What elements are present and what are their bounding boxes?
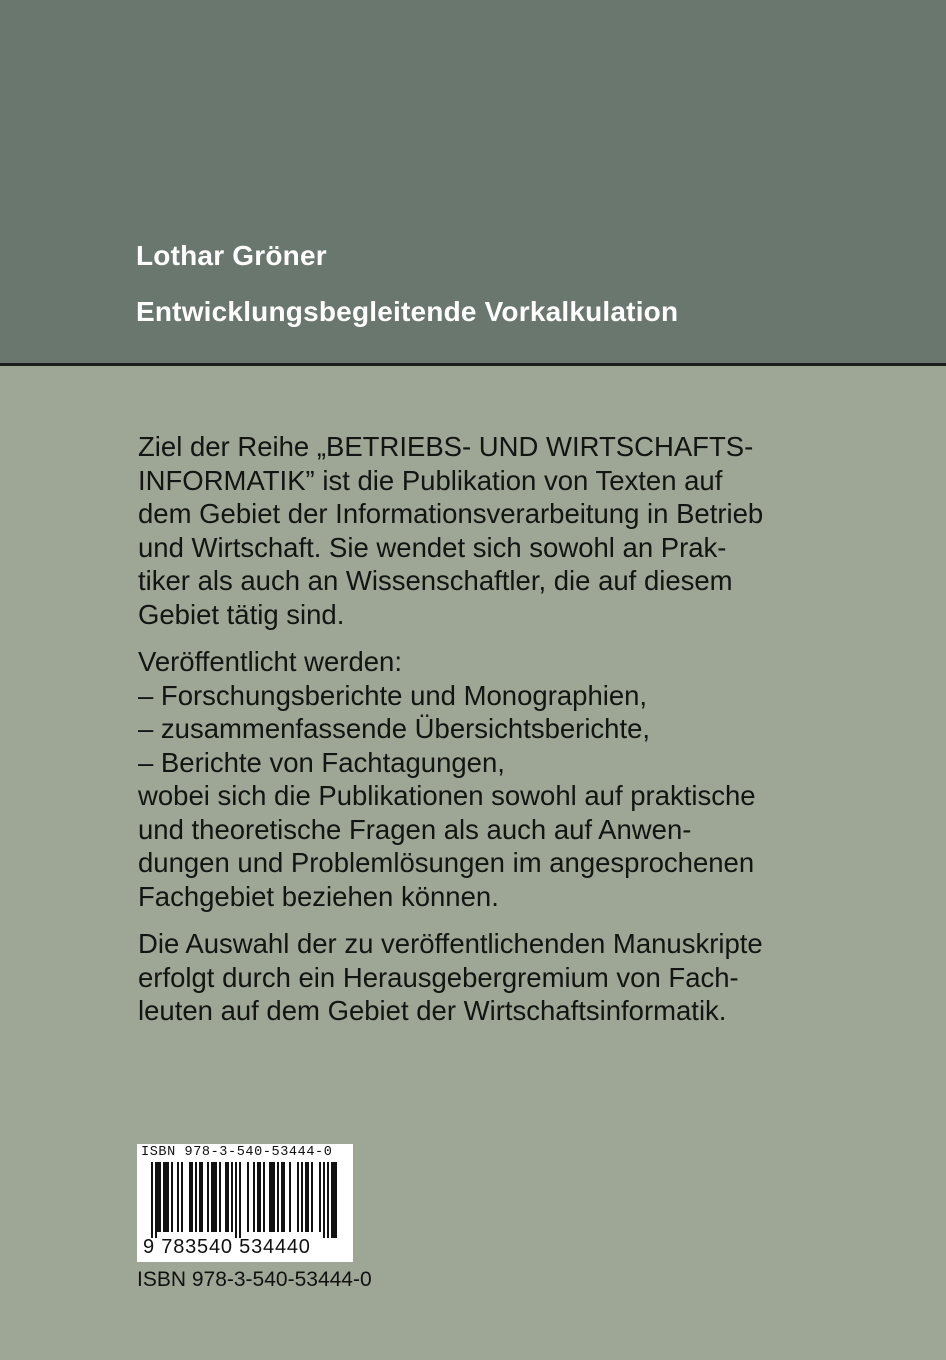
barcode-bar xyxy=(151,1162,153,1238)
barcode-bar xyxy=(155,1162,157,1238)
blurb-paragraph-2 xyxy=(138,645,838,913)
text-line: dungen und Problemlösungen im angesprochenen xyxy=(138,847,755,878)
text-line: Gebiet tätig sind. xyxy=(138,598,345,630)
barcode-bars xyxy=(151,1162,341,1238)
barcode-bar xyxy=(181,1162,183,1232)
barcode-bar xyxy=(263,1162,265,1232)
text-line: wobei sich die Publikationen sowohl auf praktische xyxy=(138,780,756,811)
blurb-paragraph-1 xyxy=(138,430,838,631)
barcode-bar xyxy=(171,1162,173,1232)
barcode-bar xyxy=(163,1162,169,1232)
barcode xyxy=(137,1144,353,1262)
text-line: Veröffentlicht werden: xyxy=(138,646,402,677)
barcode-bar xyxy=(281,1162,285,1232)
barcode-bar xyxy=(257,1162,261,1232)
barcode-bar xyxy=(207,1162,209,1232)
text-line: INFORMATIK” ist die Publikation von Texten auf xyxy=(138,464,723,496)
text-line: Ziel der Reihe „BETRIEBS- UND WIRTSCHAFTS- xyxy=(138,431,754,462)
barcode-bar xyxy=(311,1162,313,1232)
barcode-bar xyxy=(297,1162,299,1232)
text-line: leuten auf dem Gebiet der Wirtschaftsinformatik. xyxy=(138,995,727,1026)
barcode-bar xyxy=(305,1162,309,1232)
barcode-bar xyxy=(189,1162,193,1232)
isbn-number: ISBN 978-3-540-53444-0 xyxy=(137,1268,372,1291)
barcode-bar xyxy=(239,1162,241,1238)
text-line: und Wirtschaft. Sie wendet sich sowohl an Prak- xyxy=(138,531,727,563)
barcode-bar xyxy=(331,1162,333,1238)
text-line: dem Gebiet der Informationsverarbeitung in Betrieb xyxy=(138,498,764,529)
blurb-paragraph-3 xyxy=(138,927,838,1028)
barcode-bar xyxy=(247,1162,249,1232)
barcode-bar xyxy=(225,1162,229,1232)
blurb xyxy=(138,430,838,1042)
barcode-bar xyxy=(211,1162,217,1232)
barcode-bar xyxy=(327,1162,329,1238)
barcode-bar xyxy=(157,1162,161,1232)
barcode-bar xyxy=(199,1162,203,1232)
barcode-bar xyxy=(219,1162,221,1232)
header-divider xyxy=(0,363,946,366)
barcode-bar xyxy=(231,1162,233,1232)
text-line: Fachgebiet beziehen können. xyxy=(138,880,499,912)
author-name: Lothar Gröner xyxy=(136,240,327,271)
text-line: Die Auswahl der zu veröffentlichenden Manuskripte xyxy=(138,928,763,959)
text-line: und theoretische Fragen als auch auf Anwen- xyxy=(138,813,692,845)
text-line: tiker als auch an Wissenschaftler, die auf diesem xyxy=(138,565,733,596)
list-item: – Forschungsberichte und Monographien, xyxy=(138,679,648,711)
list-item: – zusammenfassende Übersichtsberichte, xyxy=(138,713,651,744)
barcode-isbn-label: ISBN 978-3-540-53444-0 xyxy=(141,1145,333,1160)
book-title: Entwicklungsbegleitende Vorkalkulation xyxy=(136,296,679,327)
barcode-bar xyxy=(333,1162,337,1238)
list-item: – Berichte von Fachtagungen, xyxy=(138,746,505,778)
barcode-bar xyxy=(269,1162,275,1232)
barcode-bar xyxy=(253,1162,255,1232)
barcode-bar xyxy=(195,1162,197,1232)
barcode-digits: 9 783540 534440 xyxy=(143,1236,311,1258)
barcode-bar xyxy=(301,1162,303,1232)
barcode-bar xyxy=(289,1162,291,1232)
text-line: erfolgt durch ein Herausgebergremium von Fach- xyxy=(138,961,739,993)
barcode-bar xyxy=(277,1162,279,1232)
barcode-bar xyxy=(235,1162,237,1238)
barcode-bar xyxy=(177,1162,179,1232)
barcode-bar xyxy=(319,1162,321,1232)
barcode-bar xyxy=(323,1162,325,1238)
